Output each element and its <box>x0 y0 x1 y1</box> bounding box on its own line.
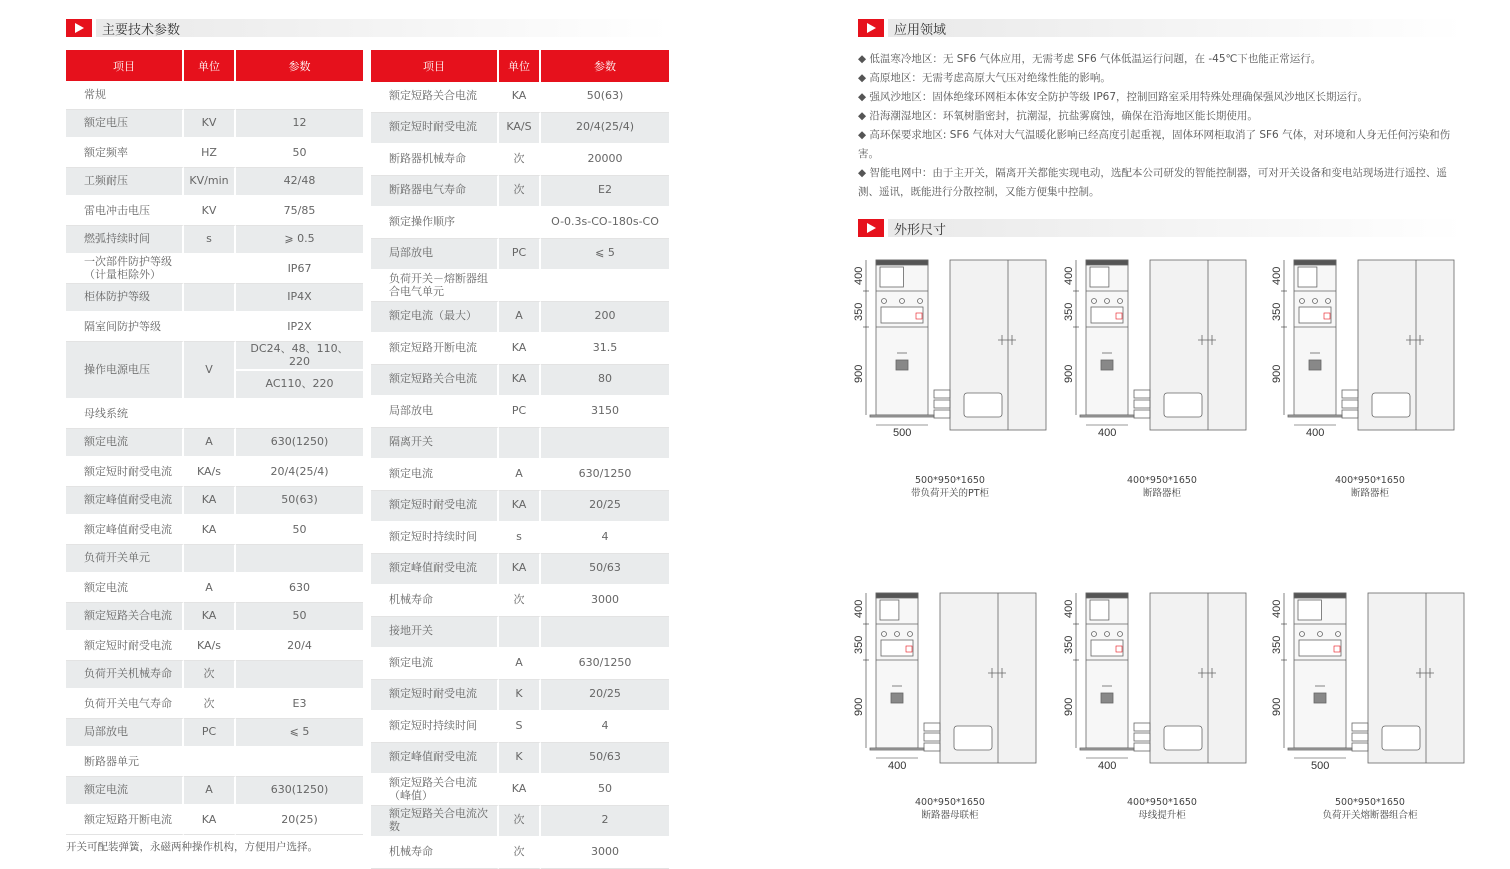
cell-unit: KA/s <box>184 458 236 487</box>
cabinet-caption <box>850 474 1050 500</box>
cell-unit <box>499 428 541 460</box>
cell-value: 20(25) <box>236 806 363 835</box>
cell-unit <box>499 208 541 240</box>
cell-unit: KA <box>499 491 541 523</box>
cell-value: 42/48 <box>236 168 363 197</box>
cell-item: 雷电冲击电压 <box>66 197 184 226</box>
cell-item: 额定电压 <box>66 110 184 139</box>
cabinet-caption <box>1270 796 1470 822</box>
cell-unit: KA/S <box>499 113 541 145</box>
cell-value: 50(63) <box>236 487 363 516</box>
cell-item: 额定短路关合电流 <box>371 365 499 397</box>
cell-item: 机械寿命 <box>371 586 499 618</box>
cell-unit <box>184 284 236 313</box>
cell-value: IP67 <box>236 255 363 284</box>
table-row <box>371 491 669 523</box>
cell-value <box>236 81 363 110</box>
cell-unit: PC <box>499 239 541 271</box>
table-row <box>66 777 363 806</box>
cell-value: 3150 <box>541 397 669 429</box>
height-label-mid: 350 <box>1063 303 1075 321</box>
spec-table-right <box>371 50 669 869</box>
cell-unit <box>184 313 236 342</box>
table-row <box>371 649 669 681</box>
col-header-item: 项目 <box>66 50 184 81</box>
table-row <box>371 460 669 492</box>
cell-unit: KA/s <box>184 632 236 661</box>
cell-unit <box>184 255 236 284</box>
height-label-mid: 350 <box>1271 303 1283 321</box>
cabinet-dimensions: 400*950*1650 <box>1270 474 1470 487</box>
cell-value: 12 <box>236 110 363 139</box>
table-row <box>371 145 669 177</box>
table-row <box>66 168 363 197</box>
cell-item: 母线系统 <box>66 400 184 429</box>
cell-unit: V <box>184 342 236 400</box>
table-row <box>66 806 363 835</box>
cell-unit: PC <box>499 397 541 429</box>
table-row <box>66 342 363 371</box>
cell-item: 负荷开关单元 <box>66 545 184 574</box>
cell-value: ⩾ 0.5 <box>236 226 363 255</box>
table-row <box>66 516 363 545</box>
cell-item: 工频耐压 <box>66 168 184 197</box>
cell-item: 断路器电气寿命 <box>371 176 499 208</box>
cell-item: 额定电流 <box>66 777 184 806</box>
height-label-bottom: 900 <box>1063 698 1075 716</box>
cell-item: 额定短路开断电流 <box>66 806 184 835</box>
cell-item: 额定短时耐受电流 <box>66 632 184 661</box>
cell-unit: A <box>184 574 236 603</box>
table-row <box>371 586 669 618</box>
table-row <box>66 545 363 574</box>
cell-unit: A <box>184 429 236 458</box>
cell-item: 额定峰值耐受电流 <box>66 516 184 545</box>
table-row <box>371 113 669 145</box>
cell-unit: S <box>499 712 541 744</box>
cell-value: 3000 <box>541 838 669 869</box>
height-label-top: 400 <box>853 267 865 285</box>
play-icon <box>66 19 92 37</box>
cabinet-caption <box>1270 474 1470 500</box>
cabinet-dimensions: 400*950*1650 <box>1062 474 1262 487</box>
cell-value: 50 <box>236 516 363 545</box>
cell-value: 630/1250 <box>541 649 669 681</box>
table-row <box>371 208 669 240</box>
application-item: ◆ 沿海潮湿地区：环氧树脂密封，抗潮湿，抗盐雾腐蚀，确保在沿海地区能长期使用。 <box>858 107 1464 126</box>
cell-unit: KA <box>499 82 541 114</box>
cabinet-name: 负荷开关熔断器组合柜 <box>1270 809 1470 822</box>
table-row <box>371 334 669 366</box>
cell-value: 20/4(25/4) <box>541 113 669 145</box>
cell-value: 50 <box>236 603 363 632</box>
cell-value: 200 <box>541 302 669 334</box>
footnote: 开关可配装弹簧，永磁两种操作机构，方便用户选择。 <box>66 839 318 854</box>
height-label-mid: 350 <box>1271 636 1283 654</box>
table-row <box>66 226 363 255</box>
cell-value: 2 <box>541 806 669 838</box>
table-row <box>371 806 669 838</box>
table-row <box>371 554 669 586</box>
cabinet-drawing <box>858 588 1068 778</box>
cell-item: 额定短时耐受电流 <box>371 113 499 145</box>
cell-value: ⩽ 5 <box>541 239 669 271</box>
cell-unit: 次 <box>499 806 541 838</box>
height-label-top: 400 <box>1063 600 1075 618</box>
cabinet-drawing <box>1276 255 1486 445</box>
cell-unit: HZ <box>184 139 236 168</box>
cell-unit: 次 <box>499 176 541 208</box>
cabinet-caption <box>850 796 1050 822</box>
cell-item: 额定短时持续时间 <box>371 712 499 744</box>
application-item: ◆ 高原地区：无需考虑高原大气压对绝缘性能的影响。 <box>858 69 1464 88</box>
cabinet-name: 断路器母联柜 <box>850 809 1050 822</box>
height-label-mid: 350 <box>853 636 865 654</box>
table-row <box>66 574 363 603</box>
width-label: 400 <box>1306 427 1324 439</box>
cell-unit: KA <box>499 334 541 366</box>
cell-value: 20/25 <box>541 491 669 523</box>
cell-item: 额定短时持续时间 <box>371 523 499 555</box>
cell-item: 隔室间防护等级 <box>66 313 184 342</box>
cell-unit: KV <box>184 197 236 226</box>
table-row <box>66 719 363 748</box>
cabinet-dimensions: 500*950*1650 <box>850 474 1050 487</box>
cell-item: 一次部件防护等级（计量柜除外） <box>66 255 184 284</box>
cell-item: 额定短路开断电流 <box>371 334 499 366</box>
cell-unit: K <box>499 743 541 775</box>
play-icon <box>858 219 884 237</box>
cell-item: 局部放电 <box>371 239 499 271</box>
cell-unit <box>184 545 236 574</box>
cabinet-dimensions: 400*950*1650 <box>1062 796 1262 809</box>
section-title: 应用领域 <box>894 19 946 38</box>
table-row <box>371 712 669 744</box>
cell-value: 31.5 <box>541 334 669 366</box>
cell-value <box>236 400 363 429</box>
application-item: ◆ 智能电网中：由于主开关，隔离开关都能实现电动，选配本公司研发的智能控制器，可对开关设备和变电站现场进行遥控、遥测、遥讯，既能进行分散控制，又能方便集中控制。 <box>858 164 1464 202</box>
cabinet-drawing <box>1068 255 1278 445</box>
cell-item: 额定短路关合电流次数 <box>371 806 499 838</box>
cell-unit: KA <box>184 603 236 632</box>
cabinet-name: 断路器柜 <box>1270 487 1470 500</box>
table-row <box>66 632 363 661</box>
cell-unit: A <box>499 302 541 334</box>
cell-value: ⩽ 5 <box>236 719 363 748</box>
height-label-mid: 350 <box>1063 636 1075 654</box>
width-label: 400 <box>888 760 906 772</box>
cell-item: 隔离开关 <box>371 428 499 460</box>
cell-value: 630(1250) <box>236 429 363 458</box>
table-row <box>66 429 363 458</box>
cell-value: IP4X <box>236 284 363 313</box>
cell-value: 50 <box>541 775 669 807</box>
cell-value: E2 <box>541 176 669 208</box>
cell-item: 操作电源电压 <box>66 342 184 400</box>
cabinet-name: 带负荷开关的PT柜 <box>850 487 1050 500</box>
cell-value: 50(63) <box>541 82 669 114</box>
table-row <box>66 748 363 777</box>
cell-unit: PC <box>184 719 236 748</box>
application-item: ◆ 强风沙地区：固体绝缘环网柜本体安全防护等级 IP67，控制回路室采用特殊处理确保强风沙地区长期运行。 <box>858 88 1464 107</box>
cell-value: 80 <box>541 365 669 397</box>
cell-value <box>541 617 669 649</box>
cell-unit: 次 <box>499 145 541 177</box>
width-label: 400 <box>1098 760 1116 772</box>
cell-value: 4 <box>541 523 669 555</box>
cell-unit <box>184 400 236 429</box>
cell-value: IP2X <box>236 313 363 342</box>
table-row <box>66 458 363 487</box>
cell-unit: A <box>184 777 236 806</box>
section-title: 外形尺寸 <box>894 219 946 238</box>
col-header-value: 参数 <box>541 50 669 82</box>
cell-unit <box>499 271 541 303</box>
table-row <box>66 197 363 226</box>
cell-item: 额定峰值耐受电流 <box>66 487 184 516</box>
cell-unit <box>184 748 236 777</box>
cell-item: 额定短路关合电流 <box>371 82 499 114</box>
cell-value: 50 <box>236 139 363 168</box>
cell-value: DC24、48、110、220 <box>236 342 363 371</box>
width-label: 500 <box>1311 760 1329 772</box>
cell-unit: KV <box>184 110 236 139</box>
cell-value: AC110、220 <box>236 371 363 400</box>
cell-unit: 次 <box>184 661 236 690</box>
table-row <box>371 617 669 649</box>
cell-item: 额定短路关合电流（峰值） <box>371 775 499 807</box>
height-label-top: 400 <box>1271 267 1283 285</box>
cell-item: 额定电流 <box>66 429 184 458</box>
cell-value <box>236 545 363 574</box>
cell-item: 柜体防护等级 <box>66 284 184 313</box>
table-row <box>66 110 363 139</box>
table-row <box>66 313 363 342</box>
section-header-tech-params <box>66 18 670 38</box>
cell-value: 20000 <box>541 145 669 177</box>
cell-value: 630(1250) <box>236 777 363 806</box>
cell-unit: KA <box>499 554 541 586</box>
table-row <box>371 428 669 460</box>
table-row <box>371 523 669 555</box>
table-row <box>66 139 363 168</box>
table-row <box>371 239 669 271</box>
table-row <box>66 603 363 632</box>
section-header-applications <box>858 18 1464 38</box>
cell-value <box>541 271 669 303</box>
cell-item: 接地开关 <box>371 617 499 649</box>
cell-value: 20/4(25/4) <box>236 458 363 487</box>
width-label: 400 <box>1098 427 1116 439</box>
cell-value: 4 <box>541 712 669 744</box>
cabinet-drawing <box>1068 588 1278 778</box>
table-row <box>371 743 669 775</box>
table-row <box>371 176 669 208</box>
spec-table-left <box>66 50 363 835</box>
cell-item: 额定电流（最大） <box>371 302 499 334</box>
cell-item: 额定短时耐受电流 <box>371 491 499 523</box>
cell-value <box>236 661 363 690</box>
application-item: ◆ 高环保要求地区: SF6 气体对大气温暖化影响已经高度引起重视，固体环网柜取消了 SF6 气体，对环境和人身无任何污染和伤害。 <box>858 126 1464 164</box>
table-row <box>66 487 363 516</box>
cell-unit <box>499 617 541 649</box>
table-row <box>371 397 669 429</box>
cell-unit: KV/min <box>184 168 236 197</box>
cell-value: 75/85 <box>236 197 363 226</box>
cell-value: 3000 <box>541 586 669 618</box>
col-header-value: 参数 <box>236 50 363 81</box>
table-row <box>371 775 669 807</box>
cell-unit: K <box>499 680 541 712</box>
section-header-dimensions <box>858 218 1464 238</box>
table-row <box>66 255 363 284</box>
cell-item: 额定电流 <box>66 574 184 603</box>
height-label-top: 400 <box>1063 267 1075 285</box>
cell-item: 额定短时耐受电流 <box>371 680 499 712</box>
table-row <box>66 400 363 429</box>
cell-unit <box>184 81 236 110</box>
cell-value: 50/63 <box>541 743 669 775</box>
cell-unit: A <box>499 649 541 681</box>
table-row <box>371 365 669 397</box>
application-item: ◆ 低温寒冷地区：无 SF6 气体应用，无需考虑 SF6 气体低温运行问题，在 -45℃下也能正常运行。 <box>858 50 1464 69</box>
cabinet-caption <box>1062 474 1262 500</box>
cell-value <box>541 428 669 460</box>
height-label-mid: 350 <box>853 303 865 321</box>
cell-item: 额定电流 <box>371 649 499 681</box>
cell-item: 燃弧持续时间 <box>66 226 184 255</box>
cell-item: 断路器单元 <box>66 748 184 777</box>
table-row <box>371 271 669 303</box>
cell-item: 负荷开关－熔断器组合电气单元 <box>371 271 499 303</box>
cell-unit: 次 <box>184 690 236 719</box>
height-label-bottom: 900 <box>1271 698 1283 716</box>
play-icon <box>858 19 884 37</box>
cell-unit: 次 <box>499 838 541 869</box>
cabinet-drawing <box>1276 588 1486 778</box>
col-header-item: 项目 <box>371 50 499 82</box>
cell-value: 630/1250 <box>541 460 669 492</box>
height-label-top: 400 <box>1271 600 1283 618</box>
cell-item: 额定操作顺序 <box>371 208 499 240</box>
cell-value: 50/63 <box>541 554 669 586</box>
cell-unit: KA <box>184 487 236 516</box>
cell-item: 额定短路关合电流 <box>66 603 184 632</box>
cell-value <box>236 748 363 777</box>
table-row <box>66 690 363 719</box>
cell-item: 负荷开关机械寿命 <box>66 661 184 690</box>
col-header-unit: 单位 <box>499 50 541 82</box>
cell-unit: 次 <box>499 586 541 618</box>
table-row <box>371 838 669 869</box>
cell-value: E3 <box>236 690 363 719</box>
cell-unit: s <box>184 226 236 255</box>
table-row <box>371 82 669 114</box>
cell-item: 额定电流 <box>371 460 499 492</box>
table-row <box>371 680 669 712</box>
cell-value: O-0.3s-CO-180s-CO <box>541 208 669 240</box>
application-list <box>858 50 1464 202</box>
height-label-top: 400 <box>853 600 865 618</box>
cabinet-name: 母线提升柜 <box>1062 809 1262 822</box>
cell-item: 断路器机械寿命 <box>371 145 499 177</box>
cabinet-name: 断路器柜 <box>1062 487 1262 500</box>
cabinet-dimensions: 400*950*1650 <box>850 796 1050 809</box>
cell-unit: KA <box>184 806 236 835</box>
table-row <box>66 284 363 313</box>
table-row <box>371 302 669 334</box>
cell-unit: KA <box>499 775 541 807</box>
cell-item: 负荷开关电气寿命 <box>66 690 184 719</box>
cell-item: 常规 <box>66 81 184 110</box>
cell-unit: s <box>499 523 541 555</box>
width-label: 500 <box>893 427 911 439</box>
col-header-unit: 单位 <box>184 50 236 81</box>
cell-unit: KA <box>184 516 236 545</box>
cell-value: 20/25 <box>541 680 669 712</box>
cell-item: 额定频率 <box>66 139 184 168</box>
cell-item: 额定峰值耐受电流 <box>371 743 499 775</box>
cabinet-drawing <box>858 255 1068 445</box>
height-label-bottom: 900 <box>853 365 865 383</box>
cell-item: 额定短时耐受电流 <box>66 458 184 487</box>
table-row <box>66 661 363 690</box>
cell-unit: KA <box>499 365 541 397</box>
cabinet-dimensions: 500*950*1650 <box>1270 796 1470 809</box>
cabinet-caption <box>1062 796 1262 822</box>
table-row <box>66 81 363 110</box>
cell-unit: A <box>499 460 541 492</box>
height-label-bottom: 900 <box>853 698 865 716</box>
cell-item: 局部放电 <box>371 397 499 429</box>
section-title: 主要技术参数 <box>102 19 180 38</box>
cell-item: 局部放电 <box>66 719 184 748</box>
cell-value: 630 <box>236 574 363 603</box>
height-label-bottom: 900 <box>1063 365 1075 383</box>
cell-item: 机械寿命 <box>371 838 499 869</box>
cell-item: 额定峰值耐受电流 <box>371 554 499 586</box>
height-label-bottom: 900 <box>1271 365 1283 383</box>
cell-value: 20/4 <box>236 632 363 661</box>
